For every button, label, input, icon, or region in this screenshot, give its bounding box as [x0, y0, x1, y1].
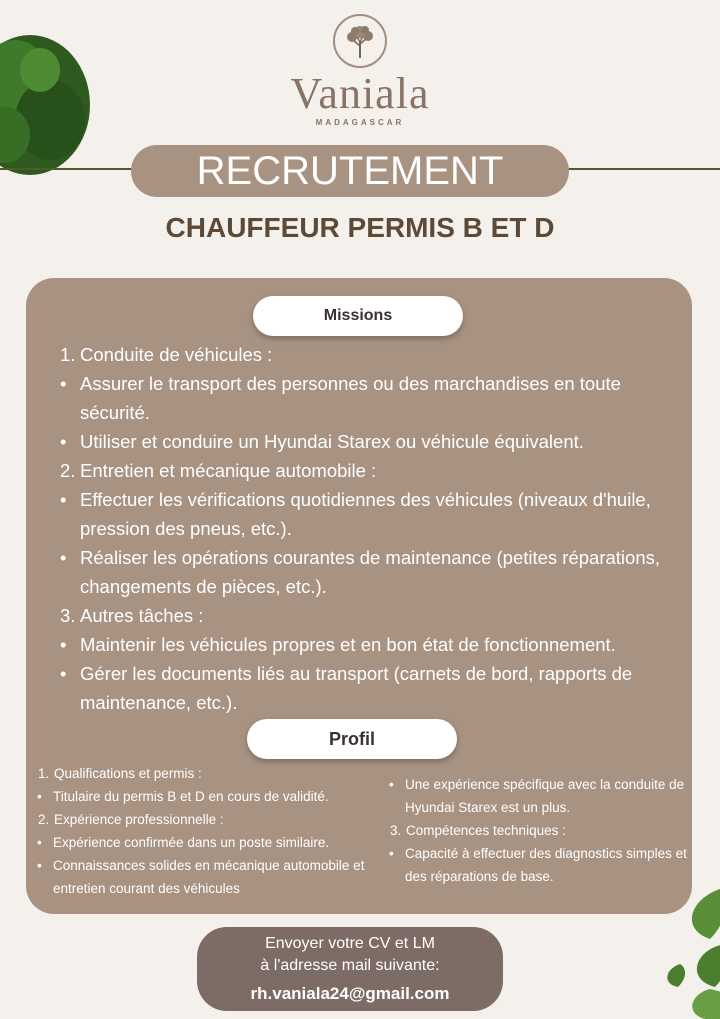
mission-bullet: • Réaliser les opérations courantes de maintenance (petites réparations, changements de pièces, etc.). — [58, 543, 688, 601]
brand-name: Vaniala — [290, 69, 430, 118]
cta-line-1: Envoyer votre CV et LM — [265, 935, 435, 952]
missions-label: Missions — [253, 296, 463, 336]
profil-heading: 3. Compétences techniques : — [390, 823, 566, 838]
tree-icon — [333, 14, 387, 68]
profil-label: Profil — [247, 719, 457, 759]
mission-section-heading: 3. Autres tâches : — [60, 605, 204, 626]
contact-email-link[interactable]: rh.vaniala24@gmail.com — [250, 984, 450, 1003]
cta-line-2: à l'adresse mail suivante: — [260, 957, 440, 974]
mission-bullet: • Assurer le transport des personnes ou des marchandises en toute sécurité. — [58, 369, 688, 427]
profil-left-column — [36, 762, 386, 900]
mission-bullet: • Maintenir les véhicules propres et en bon état de fonctionnement. — [58, 630, 688, 659]
profil-bullet: • Capacité à effectuer des diagnostics simples et des réparations de base. — [388, 842, 688, 888]
profil-right-column — [388, 773, 688, 888]
profil-heading: 2. Expérience professionnelle : — [38, 812, 224, 827]
profil-bullet: • Expérience confirmée dans un poste similaire. — [36, 831, 386, 854]
profil-bullet: • Connaissances solides en mécanique automobile et entretien courant des véhicules — [36, 854, 386, 900]
brand-subtitle: MADAGASCAR — [315, 118, 405, 127]
mission-section-heading: 2. Entretien et mécanique automobile : — [60, 460, 377, 481]
recruitment-banner: RECRUTEMENT — [131, 145, 569, 197]
apply-contact-box — [197, 927, 503, 1011]
job-title: CHAUFFEUR PERMIS B ET D — [165, 212, 555, 243]
mission-bullet: • Effectuer les vérifications quotidiennes des véhicules (niveaux d'huile, pression des pneus, etc.). — [58, 485, 688, 543]
brand-logo — [0, 14, 720, 127]
divider-right — [565, 168, 720, 170]
mission-section-heading: 1. Conduite de véhicules : — [60, 344, 273, 365]
profil-bullet: • Titulaire du permis B et D en cours de validité. — [36, 785, 386, 808]
mission-bullet: • Utiliser et conduire un Hyundai Starex ou véhicule équivalent. — [58, 427, 688, 456]
missions-list — [58, 340, 688, 717]
profil-bullet: • Une expérience spécifique avec la conduite de Hyundai Starex est un plus. — [388, 773, 688, 819]
divider-left — [0, 168, 140, 170]
profil-heading: 1. Qualifications et permis : — [38, 766, 202, 781]
mission-bullet: • Gérer les documents liés au transport (carnets de bord, rapports de maintenance, etc.). — [58, 659, 688, 717]
